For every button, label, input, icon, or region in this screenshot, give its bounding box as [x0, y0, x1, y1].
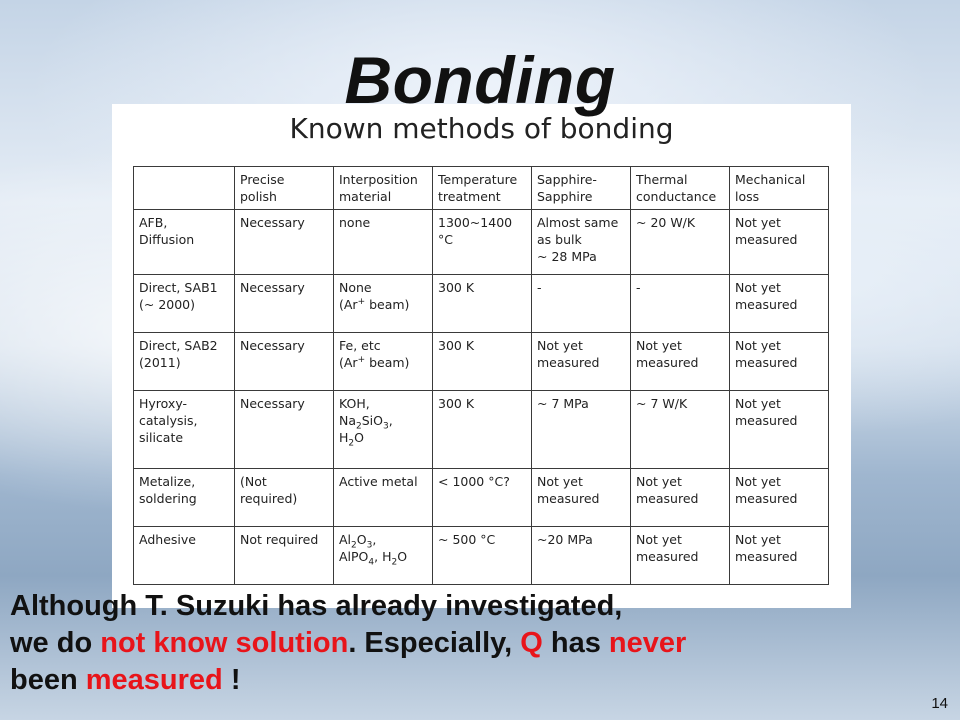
- method-cell: Hyroxy- catalysis, silicate: [134, 391, 235, 469]
- header-cell-temperature: Temperature treatment: [433, 167, 532, 210]
- interposition-cell: Active metal: [334, 469, 433, 527]
- slide-title: Bonding: [344, 43, 616, 117]
- header-cell-mechanical: Mechanical loss: [730, 167, 829, 210]
- slide-number: 14: [931, 695, 948, 712]
- table-row: [134, 391, 829, 469]
- interposition-cell: Fe, etc (Ar+ beam): [334, 333, 433, 391]
- thermal-cell: Not yet measured: [631, 333, 730, 391]
- thermal-cell: Not yet measured: [631, 527, 730, 585]
- table-row: [134, 333, 829, 391]
- method-cell: Metalize, soldering: [134, 469, 235, 527]
- thermal-cell: ~ 20 W/K: [631, 210, 730, 275]
- table-row: [134, 210, 829, 275]
- mechanical-cell: Not yet measured: [730, 333, 829, 391]
- temperature-cell: 300 K: [433, 333, 532, 391]
- polish-cell: Necessary: [235, 275, 334, 333]
- panel-heading: Known methods of bonding: [289, 112, 674, 145]
- temperature-cell: 300 K: [433, 275, 532, 333]
- interposition-cell: $Al_2O_3$, AlPO$_4$, $H_2O$: [334, 527, 433, 585]
- header-cell-interposition: Interposition material: [334, 167, 433, 210]
- polish-cell: Necessary: [235, 391, 334, 469]
- bonding-methods-panel: [112, 104, 851, 608]
- sapphire-cell: -: [532, 275, 631, 333]
- conclusion-line-2: we do not know solution. Especially, Q has never: [10, 627, 687, 659]
- temperature-cell: ~ 500 °C: [433, 527, 532, 585]
- bonding-methods-table: [133, 166, 829, 585]
- thermal-cell: ~ 7 W/K: [631, 391, 730, 469]
- conclusion-line-1: Although T. Suzuki has already investigated,: [10, 590, 623, 622]
- polish-cell: Necessary: [235, 333, 334, 391]
- method-cell: Direct, SAB2 (2011): [134, 333, 235, 391]
- table-row: [134, 527, 829, 585]
- sapphire-cell: ~20 MPa: [532, 527, 631, 585]
- sapphire-cell: Almost same as bulk ~ 28 MPa: [532, 210, 631, 275]
- method-cell: Direct, SAB1 (~ 2000): [134, 275, 235, 333]
- conclusion-text: [10, 588, 910, 699]
- method-cell: AFB, Diffusion: [134, 210, 235, 275]
- method-cell: Adhesive: [134, 527, 235, 585]
- polish-cell: Necessary: [235, 210, 334, 275]
- table-row: [134, 275, 829, 333]
- mechanical-cell: Not yet measured: [730, 210, 829, 275]
- header-cell-precise-polish: Precise polish: [235, 167, 334, 210]
- temperature-cell: < 1000 °C?: [433, 469, 532, 527]
- temperature-cell: 1300~1400 °C: [433, 210, 532, 275]
- header-cell-sapphire: Sapphire- Sapphire: [532, 167, 631, 210]
- thermal-cell: -: [631, 275, 730, 333]
- table-row: [134, 469, 829, 527]
- mechanical-cell: Not yet measured: [730, 275, 829, 333]
- thermal-cell: Not yet measured: [631, 469, 730, 527]
- interposition-cell: none: [334, 210, 433, 275]
- table-header-row: [134, 167, 829, 210]
- mechanical-cell: Not yet measured: [730, 469, 829, 527]
- sapphire-cell: Not yet measured: [532, 469, 631, 527]
- conclusion-line-3: been measured !: [10, 664, 241, 696]
- temperature-cell: 300 K: [433, 391, 532, 469]
- interposition-cell: KOH, $Na_2SiO_3$, $H_2O$: [334, 391, 433, 469]
- sapphire-cell: ~ 7 MPa: [532, 391, 631, 469]
- header-cell-thermal: Thermal conductance: [631, 167, 730, 210]
- polish-cell: (Not required): [235, 469, 334, 527]
- mechanical-cell: Not yet measured: [730, 391, 829, 469]
- header-cell-empty: [134, 167, 235, 210]
- polish-cell: Not required: [235, 527, 334, 585]
- mechanical-cell: Not yet measured: [730, 527, 829, 585]
- interposition-cell: None (Ar+ beam): [334, 275, 433, 333]
- sapphire-cell: Not yet measured: [532, 333, 631, 391]
